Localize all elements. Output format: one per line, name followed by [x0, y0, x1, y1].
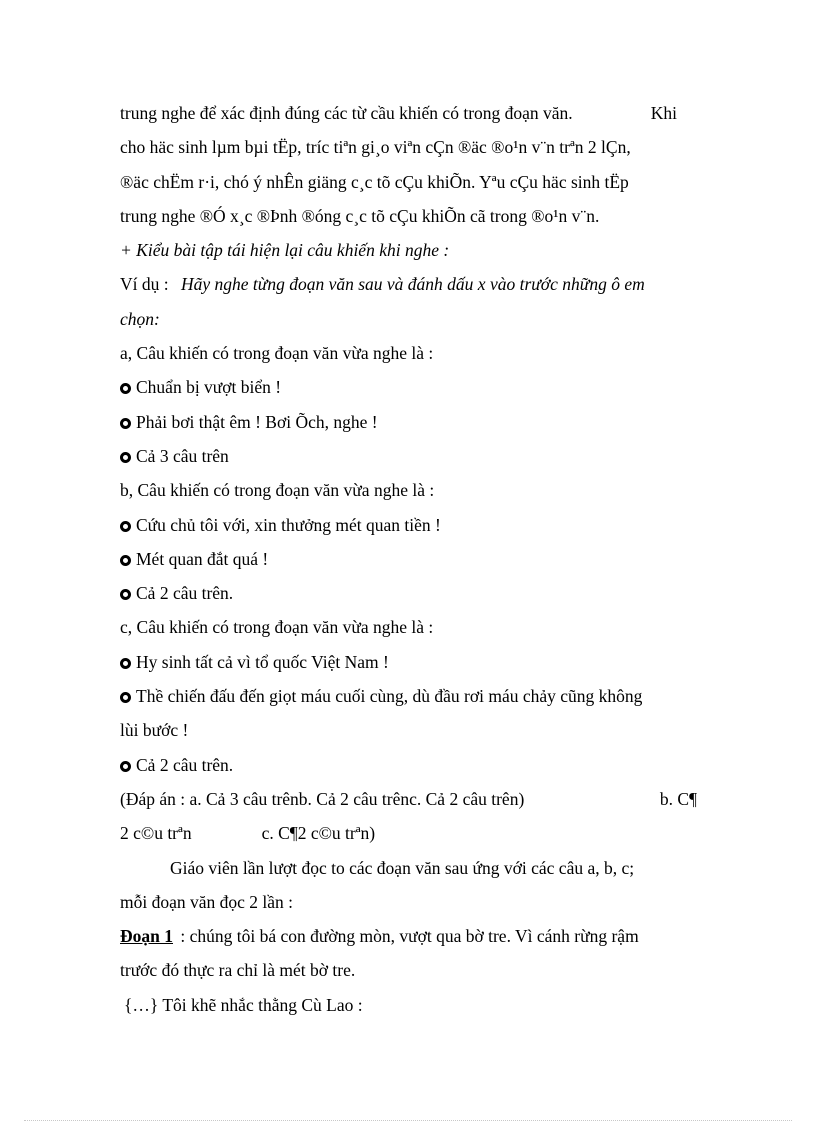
option-c2-continued: lùi bước !: [120, 720, 189, 741]
circle-bullet-icon: [120, 418, 131, 429]
circle-bullet-icon: [120, 555, 131, 566]
option-label: Cả 3 câu trên: [136, 445, 229, 466]
para1-line2: cho häc sinh lµm bµi tËp, tríc tiªn gi¸o viªn cÇn ®äc ®o¹n v¨n trªn 2 lÇn,: [120, 137, 631, 158]
option-c1[interactable]: [120, 645, 697, 679]
option-b3[interactable]: [120, 576, 697, 610]
answer-text: b. C¶: [659, 788, 697, 809]
text-line: trung nghe để xác định đúng các từ cầu khiến có trong đoạn văn.: [120, 103, 573, 123]
para1-line1: [120, 96, 697, 130]
document-page: [120, 96, 697, 1022]
circle-bullet-icon: [120, 589, 131, 600]
option-label: Mét quan đắt quá !: [136, 548, 269, 569]
text-line: : chúng tôi bá con đường mòn, vượt qua bờ tre. Vì cánh rừng rậm: [180, 926, 639, 947]
exercise-heading: + Kiểu bài tập tái hiện lại câu khiến khi nghe :: [120, 240, 450, 261]
answer-text: 2 c©u trªn: [120, 823, 192, 844]
para2-line1: [120, 851, 697, 885]
circle-bullet-icon: [120, 383, 131, 394]
option-label: Thề chiến đấu đến giọt máu cuối cùng, dù đầu rơi máu chảy cũng không: [136, 686, 643, 707]
doan1-line3: {…} Tôi khẽ nhắc thằng Cù Lao :: [124, 994, 363, 1015]
text-line: Giáo viên lần lượt đọc to các đoạn văn sau ứng với các câu a, b, c;: [170, 857, 635, 878]
doan1-line2: trước đó thực ra chỉ là mét bờ tre.: [120, 960, 356, 981]
para1-line3: ®äc chËm r·i, chó ý nhÊn giäng c¸c tõ cÇu khiÕn. Yªu cÇu häc sinh tËp: [120, 171, 629, 192]
circle-bullet-icon: [120, 692, 131, 703]
option-label-line1: [120, 679, 642, 713]
doan1-line1: [120, 919, 697, 953]
option-label: Cứu chủ tôi với, xin thưởng mét quan tiền !: [136, 514, 441, 535]
text-line: Khi: [650, 103, 677, 123]
example-label: Ví dụ :: [120, 274, 169, 295]
example-line2: chọn:: [120, 308, 160, 329]
question-b-prompt: b, Câu khiến có trong đoạn văn vừa nghe là :: [120, 480, 435, 501]
circle-bullet-icon: [120, 452, 131, 463]
option-label: Hy sinh tất cả vì tổ quốc Việt Nam !: [136, 651, 389, 672]
option-a3[interactable]: [120, 439, 697, 473]
option-a1[interactable]: [120, 370, 697, 404]
para2-line2: mỗi đoạn văn đọc 2 lần :: [120, 891, 294, 912]
answer-text: c. C¶2 c©u trªn): [261, 823, 376, 844]
option-label: Chuẩn bị vượt biển !: [136, 377, 282, 398]
answer-line1: [120, 782, 697, 816]
question-a-prompt: a, Câu khiến có trong đoạn văn vừa nghe là :: [120, 343, 434, 364]
page-bottom-divider: [24, 1120, 792, 1121]
answer-text: (Đáp án : a. Cả 3 câu trênb. Cả 2 câu trênc. Cả 2 câu trên): [120, 788, 525, 809]
section-label: Đoạn 1: [120, 926, 173, 947]
option-b2[interactable]: [120, 542, 697, 576]
question-c-prompt: c, Câu khiến có trong đoạn văn vừa nghe là :: [120, 617, 434, 638]
option-label: Cả 2 câu trên.: [136, 583, 234, 604]
circle-bullet-icon: [120, 761, 131, 772]
example-text: Hãy nghe từng đoạn văn sau và đánh dấu x vào trước những ô em: [181, 274, 645, 295]
para1-line4: trung nghe ®Ó x¸c ®Þnh ®óng c¸c tõ cÇu khiÕn cã trong ®o¹n v¨n.: [120, 205, 600, 226]
option-c2[interactable]: [120, 679, 697, 713]
option-a2[interactable]: [120, 405, 697, 439]
answer-line2: [120, 816, 697, 850]
option-label: Cả 2 câu trên.: [136, 754, 234, 775]
option-c3[interactable]: [120, 748, 697, 782]
circle-bullet-icon: [120, 658, 131, 669]
option-label: Phải bơi thật êm ! Bơi Õch, nghe !: [136, 411, 378, 432]
circle-bullet-icon: [120, 521, 131, 532]
option-b1[interactable]: [120, 508, 697, 542]
example-line1: [120, 267, 697, 301]
